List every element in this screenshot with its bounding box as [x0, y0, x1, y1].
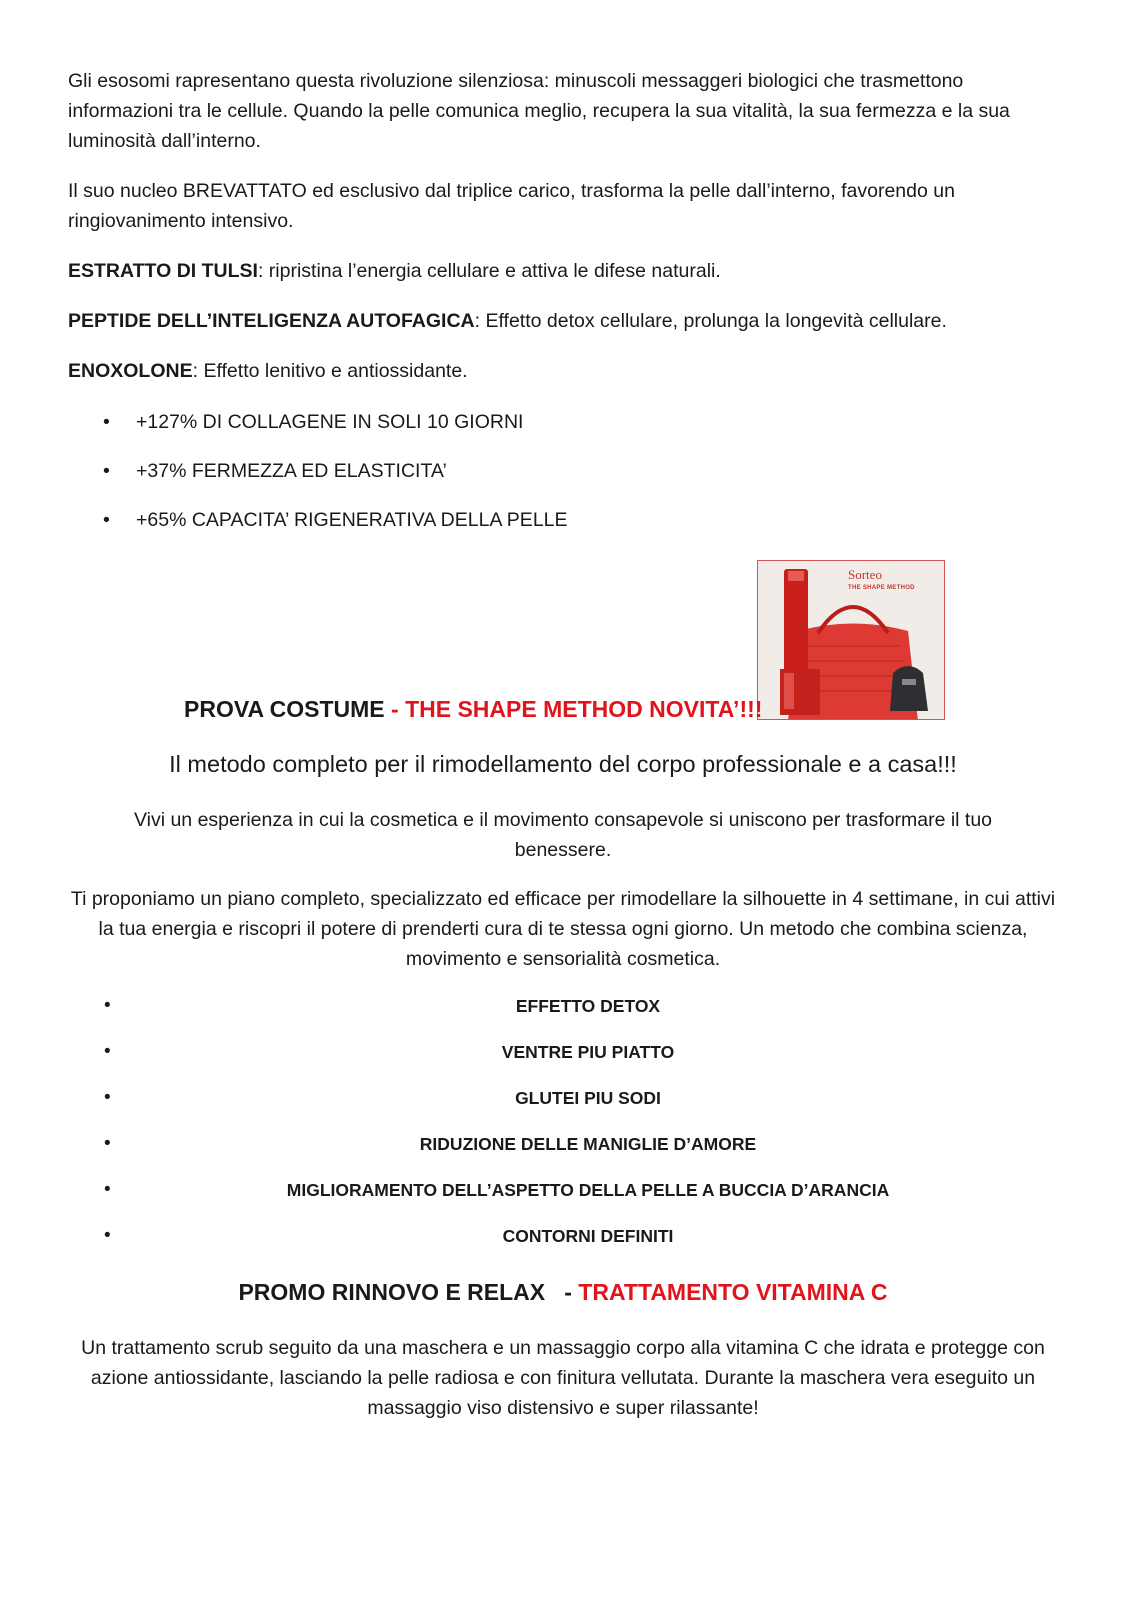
ingredient-name: ENOXOLONE — [68, 360, 193, 382]
list-item — [68, 1131, 1058, 1177]
title-black-part: PROVA COSTUME — [184, 696, 392, 722]
title-black-part: PROMO RINNOVO E RELAX - — [238, 1279, 579, 1305]
shape-method-title — [184, 694, 762, 724]
product-photo — [757, 560, 945, 720]
ingredient-desc: : Effetto detox cellulare, prolunga la longevità cellulare. — [474, 310, 947, 332]
ingredient-name: ESTRATTO DI TULSI — [68, 260, 258, 282]
bullet-icon: • — [104, 995, 111, 1016]
title-red-part: TRATTAMENTO VITAMINA C — [578, 1279, 888, 1305]
list-item — [68, 456, 1058, 486]
list-item-text: +127% DI COLLAGENE IN SOLI 10 GIORNI — [136, 411, 524, 433]
intro-paragraph-1: Gli esosomi rapresentano questa rivoluzione silenziosa: minuscoli messaggeri biologici che trasmettono informazioni tra le cellule. Quando la pelle comunica meglio, recupera la sua vitalità, la sua fermezza e la sua luminosità dall’interno. — [68, 70, 1010, 152]
title-red-part: - THE SHAPE METHOD NOVITA’!!! — [391, 696, 763, 722]
bullet-icon: • — [104, 1179, 111, 1200]
bullet-icon: • — [104, 1087, 111, 1108]
list-item — [68, 1223, 1058, 1269]
bullet-icon: • — [104, 1225, 111, 1246]
list-item-text: RIDUZIONE DELLE MANIGLIE D’AMORE — [419, 1134, 757, 1154]
bullet-icon: • — [104, 1133, 111, 1154]
intro-paragraph-2: Il suo nucleo BREVATTATO ed esclusivo dal triplice carico, trasforma la pelle dall’interno, favorendo un ringiovanimento intensivo. — [68, 180, 955, 232]
list-item — [68, 1177, 1058, 1223]
bullet-icon: • — [103, 411, 110, 433]
ingredient-desc: : ripristina l’energia cellulare e attiva le difese naturali. — [257, 260, 721, 282]
photo-label-sorteo: Sorteo — [848, 567, 882, 582]
list-item — [68, 993, 1058, 1039]
list-item — [68, 407, 1058, 437]
list-item-text: CONTORNI DEFINITI — [502, 1226, 674, 1246]
promo-title — [68, 1277, 1058, 1307]
photo-label-method: THE SHAPE METHOD — [848, 585, 915, 591]
list-item — [68, 1039, 1058, 1085]
bullet-icon: • — [104, 1041, 111, 1062]
list-item-text: GLUTEI PIU SODI — [515, 1088, 661, 1108]
list-item-text: VENTRE PIU PIATTO — [501, 1042, 675, 1062]
shape-benefits-list — [68, 993, 1058, 1269]
ingredient-desc: : Effetto lenitivo e antiossidante. — [192, 360, 468, 382]
bullet-icon: • — [103, 509, 110, 531]
benefits-list — [68, 407, 1058, 554]
shape-paragraph-1: Vivi un esperienza in cui la cosmetica e il movimento consapevole si uniscono per trasformare il tuo benessere. — [133, 809, 993, 861]
list-item-text: +65% CAPACITA’ RIGENERATIVA DELLA PELLE — [136, 509, 568, 531]
list-item — [68, 505, 1058, 535]
list-item-text: MIGLIORAMENTO DELL’ASPETTO DELLA PELLE A BUCCIA D’ARANCIA — [286, 1180, 890, 1200]
list-item-text: EFFETTO DETOX — [515, 996, 661, 1016]
ingredient-name: PEPTIDE DELL’INTELIGENZA AUTOFAGICA — [68, 310, 475, 332]
ingredient-tulsi — [68, 256, 1058, 286]
list-item — [68, 1085, 1058, 1131]
ingredient-enoxolone — [68, 356, 1058, 386]
bullet-icon: • — [103, 460, 110, 482]
promo-paragraph: Un trattamento scrub seguito da una maschera e un massaggio corpo alla vitamina C che idrata e protegge con azione antiossidante, lasciando la pelle radiosa e con finitura vellutata. Durante la maschera vera eseguito un massaggio viso distensivo e super rilassante! — [81, 1337, 1045, 1419]
shape-paragraph-2: Ti proponiamo un piano completo, specializzato ed efficace per rimodellare la silhouette in 4 settimane, in cui attivi la tua energia e riscopri il potere di prenderti cura di te stessa ogni giorno. Un metodo che combina scienza, movimento e sensorialità cosmetica. — [70, 888, 1056, 970]
list-item-text: +37% FERMEZZA ED ELASTICITA’ — [136, 460, 447, 482]
ingredient-peptide — [68, 306, 1058, 336]
shape-method-subtitle: Il metodo completo per il rimodellamento del corpo professionale e a casa!!! — [169, 751, 957, 777]
